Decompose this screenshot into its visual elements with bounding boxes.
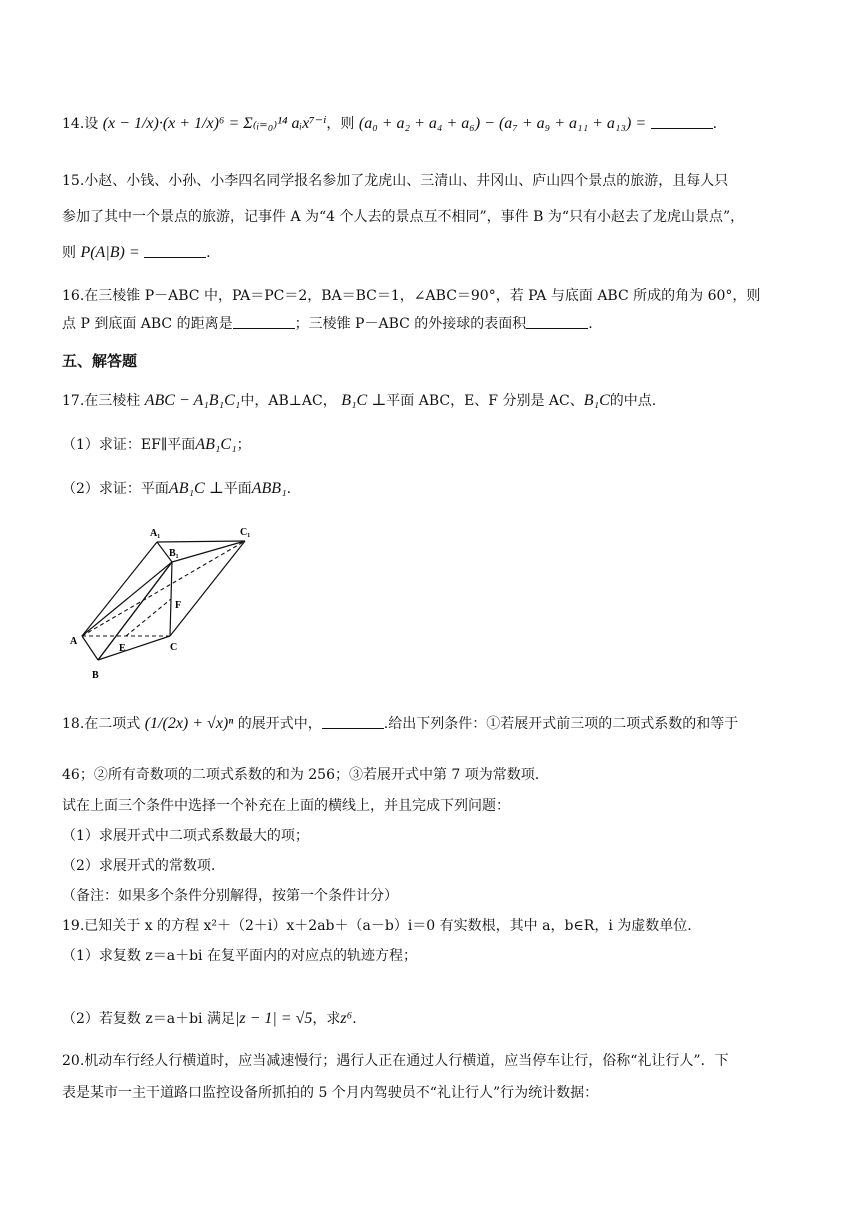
q20-line2: 表是某市一主干道路口监控设备所抓拍的 5 个月内驾驶员不“礼让行人”行为统计数据： [62,1085,599,1101]
q18-note: （备注：如果多个条件分别解得，按第一个条件计分） [62,888,398,904]
q18-answer-blank[interactable] [322,716,384,729]
q18-line2: 46；②所有奇数项的二项式系数的和为 256；③若展开式中第 7 项为常数项. [62,767,540,783]
q14-expression: (a₀ + a₂ + a₄ + a₆) − (a₇ + a₉ + a₁₁ + a₁₃) = [358,115,647,132]
q17-part1: （1）求证：EF∥平面AB₁C₁； [62,436,251,453]
q15-line2: 参加了其中一个景点的旅游，记事件 A 为“4 个人去的景点互不相同”，事件 B 为“只有小赵去了龙虎山景点”， [62,209,745,225]
segment-ef [126,599,171,636]
q15-line3: 则 P(A|B) = . [62,244,211,261]
edge-a1c1 [157,541,245,542]
label-b1: B₁ [169,548,179,559]
q14-answer-blank[interactable] [651,116,713,129]
q18-part1: （1）求展开式中二项式系数最大的项； [62,828,309,844]
q19-line1: 19.已知关于 x 的方程 x²＋（2＋i）x＋2ab＋（a－b）i＝0 有实数根，其中 a，b∈R，i 为虚数单位. [62,918,692,934]
edge-b-b1-inner [98,562,172,660]
edge-ab [82,636,98,660]
label-b: B [92,670,99,681]
label-c: C [170,642,178,653]
label-e: E [119,643,126,654]
q17-part2: （2）求证：平面AB₁C ⊥平面ABB₁. [62,480,292,497]
q16-line1: 16.在三棱锥 P－ABC 中，PA＝PC＝2，BA＝BC＝1，∠ABC＝90°，若 PA 与底面 ABC 所成的角为 60°，则 [62,288,761,304]
prism-figure [62,518,262,688]
q15-formula: P(A|B) = [80,244,140,261]
q18-part2: （2）求展开式的常数项. [62,858,216,874]
q18-line1: 18.在二项式 (1/(2x) + √x)ⁿ 的展开式中， .给出下列条件：①若展开式前三项的二项式系数的和等于 [62,715,739,732]
q20-line1: 20.机动车行经人行横道时，应当减速慢行；遇行人正在通过人行横道，应当停车让行，俗称“礼让行人”．下 [62,1053,729,1069]
section-heading: 五、解答题 [62,352,138,370]
q16-answer-blank-1[interactable] [233,316,295,329]
q16-answer-blank-2[interactable] [526,316,588,329]
q15-answer-blank[interactable] [144,245,206,258]
q17-line1: 17.在三棱柱 ABC − A₁B₁C₁中，AB⊥AC， B₁C ⊥平面 ABC，E、F 分别是 AC、B₁C的中点. [62,392,657,409]
edge-aa1 [82,542,157,636]
label-f: F [175,600,182,611]
label-a: A [70,636,78,647]
edge-cc1 [170,541,245,636]
q15-line1: 15.小赵、小钱、小孙、小李四名同学报名参加了龙虎山、三清山、井冈山、庐山四个景点的旅游，且每人只 [62,173,729,189]
q16-line2: 点 P 到底面 ABC 的距离是 ；三棱锥 P－ABC 的外接球的表面积 . [62,316,593,332]
q14-formula: (x − 1/x)·(x + 1/x)⁶ = Σ₍ᵢ₌₀₎¹⁴ aᵢx⁷⁻ⁱ [102,115,327,132]
edge-ab1 [82,562,172,636]
label-a1: A₁ [150,528,161,539]
q18-line3: 试在上面三个条件中选择一个补充在上面的横线上，并且完成下列问题： [62,798,510,814]
q18-formula: (1/(2x) + √x)ⁿ [144,715,234,732]
edge-b1c1 [172,541,245,562]
q19-part1: （1）求复数 z＝a＋bi 在复平面内的对应点的轨迹方程； [62,948,417,964]
edge-bc [98,636,170,660]
label-c1: C₁ [240,527,251,538]
edge-ac1-hidden [82,541,245,636]
q14-line: 14.设 (x − 1/x)·(x + 1/x)⁶ = Σ₍ᵢ₌₀₎¹⁴ aᵢx⁷⁻ⁱ，则 (a₀ + a₂ + a₄ + a₆) − (a₇ + a₉ + a₁₁ + a₁₃) = . [62,115,718,132]
q19-part2: （2）若复数 z＝a＋bi 满足|z − 1| = √5，求z⁶. [62,1010,357,1027]
